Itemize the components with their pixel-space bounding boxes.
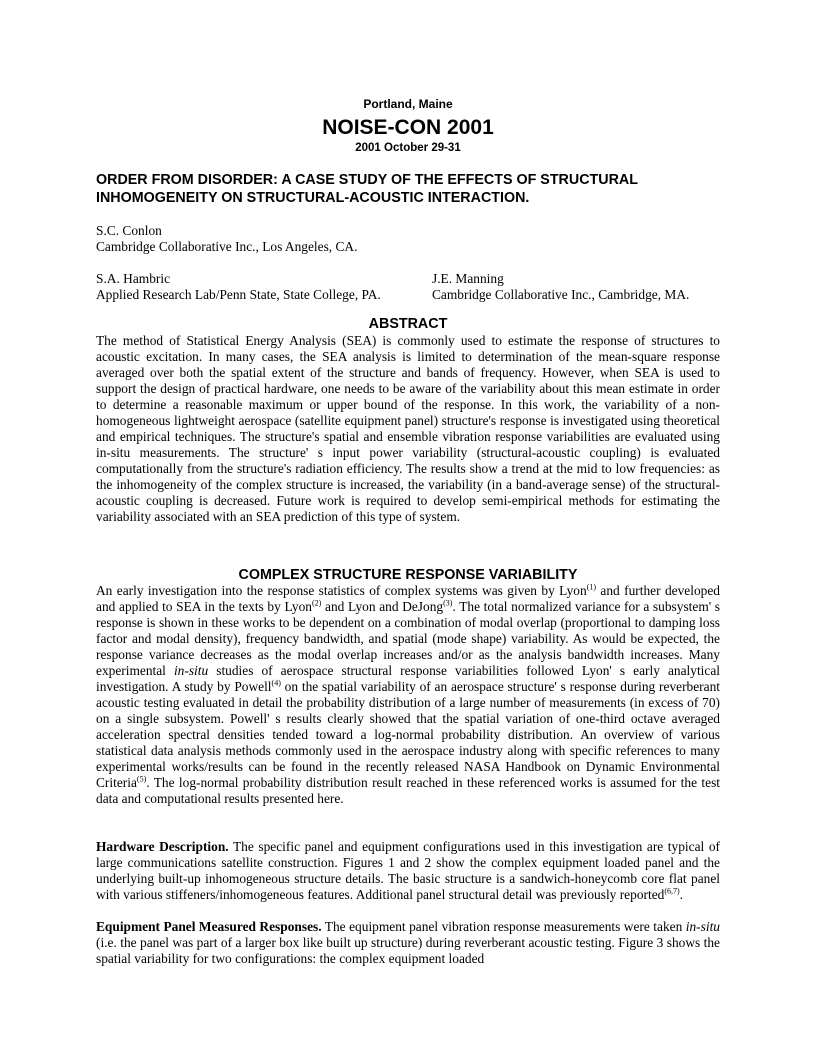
author-name: S.C. Conlon xyxy=(96,223,162,238)
author-affiliation: Cambridge Collaborative Inc., Los Angeles, CA. xyxy=(96,239,358,254)
paper-title: ORDER FROM DISORDER: A CASE STUDY OF THE EFFECTS OF STRUCTURAL INHOMOGENEITY ON STRUCTURAL-ACOUSTIC INTERACTION. xyxy=(96,172,638,206)
conference-location: Portland, Maine xyxy=(363,97,453,111)
abstract-text: The method of Statistical Energy Analysis (SEA) is commonly used to estimate the response of structures to acoustic excitation. In many cases, the SEA analysis is limited to determination of the mean-square response averaged over both the spatial extent of the structure and bands of frequency. However, when SEA is used to support the design of practical hardware, one needs to be aware of the variability about this mean estimate in order to determine a reasonable maximum or upper bound of the response. In this work, the variability of a non-homogeneous lightweight aerospace (satellite equipment panel) structure's response is investigated using theoretical and empirical techniques. The structure's spatial and ensemble vibration response variabilities are evaluated using in-situ measurements. The structure' s input power variability (structural-acoustic coupling) is evaluated computationally from the structure's radiation efficiency. The results show a trend at the mid to low frequencies: as the inhomogeneity of the complex structure is increased, the variability (in a band-average sense) of the structural-acoustic coupling is decreased. Future work is required to develop semi-empirical methods for estimating the variability associated with an SEA prediction of this type of system. xyxy=(96,333,720,524)
citation-ref: (3) xyxy=(443,598,453,608)
section-paragraph-3: Equipment Panel Measured Responses. The equipment panel vibration response measurements were taken in-situ (i.e. the panel was part of a larger box like built up structure) during reverberant acoustic testing. Figure 3 shows the spatial variability for two configurations: the complex equipment loaded xyxy=(96,919,720,966)
section-paragraph-2: Hardware Description. The specific panel and equipment configurations used in this investigation are typical of large communications satellite construction. Figures 1 and 2 show the complex equipment loaded panel and the underlying built-up inhomogeneous structure details. The basic structure is a sandwich-honeycomb core flat panel with various stiffeners/inhomogeneous features. Additional panel structural detail was previously reported$^{(6,7)}$. xyxy=(96,839,720,902)
author-block-2 xyxy=(96,271,432,303)
author-block-1 xyxy=(96,223,476,255)
author-block-3 xyxy=(432,271,720,303)
abstract-heading: ABSTRACT xyxy=(368,316,448,332)
paragraph-label: Equipment Panel Measured Responses. xyxy=(96,919,322,934)
paragraph-label: Hardware Description. xyxy=(96,839,229,854)
conference-name: NOISE-CON 2001 xyxy=(322,116,494,139)
author-affiliation: Applied Research Lab/Penn State, State College, PA. xyxy=(96,287,381,302)
citation-ref: (5) xyxy=(136,774,147,784)
citation-ref: (2) xyxy=(312,598,322,608)
author-affiliation: Cambridge Collaborative Inc., Cambridge, MA. xyxy=(432,287,690,302)
conference-date: 2001 October 29-31 xyxy=(355,142,461,154)
citation-ref: (1) xyxy=(586,582,597,592)
citation-ref: (6,7) xyxy=(664,886,680,896)
author-name: J.E. Manning xyxy=(432,271,504,286)
section-heading: COMPLEX STRUCTURE RESPONSE VARIABILITY xyxy=(238,567,578,583)
citation-ref: (4) xyxy=(271,678,281,688)
author-name: S.A. Hambric xyxy=(96,271,171,286)
section-paragraph-1: An early investigation into the response statistics of complex systems was given by Lyon$^{(1)}$ and further developed and applied to SEA in the texts by Lyon$^{(2)}$ and Lyon and DeJong$^{(3)}$. The total normalized variance for a subsystem' s response is shown in these works to be dependent on a combination of modal overlap (proportional to damping loss factor and modal density), frequency bandwidth, and spatial (mode shape) variability. As would be expected, the response variance decreases as the modal overlap increases and/or as the analysis bandwidth increases. Many experimental in-situ studies of aerospace structural response variabilities followed Lyon' s early analytical investigation. A study by Powell$^{(4)}$ on the spatial variability of an aerospace structure' s response during reverberant acoustic testing evaluated in detail the probability distribution of a large number of measurements (in excess of 70) on a single subsystem. Powell' s results clearly showed that the spatial variation of one-third octave averaged acceleration spectral densities tended toward a log-normal probability distribution. An overview of various statistical data analysis methods commonly used in the aerospace industry along with specific references to many experimental works/results can be found in the recently released NASA Handbook on Dynamic Environmental Criteria$^{(5)}$. The log-normal probability distribution result reached in these referenced works is assumed for the test data and computational results presented here. xyxy=(96,582,721,806)
